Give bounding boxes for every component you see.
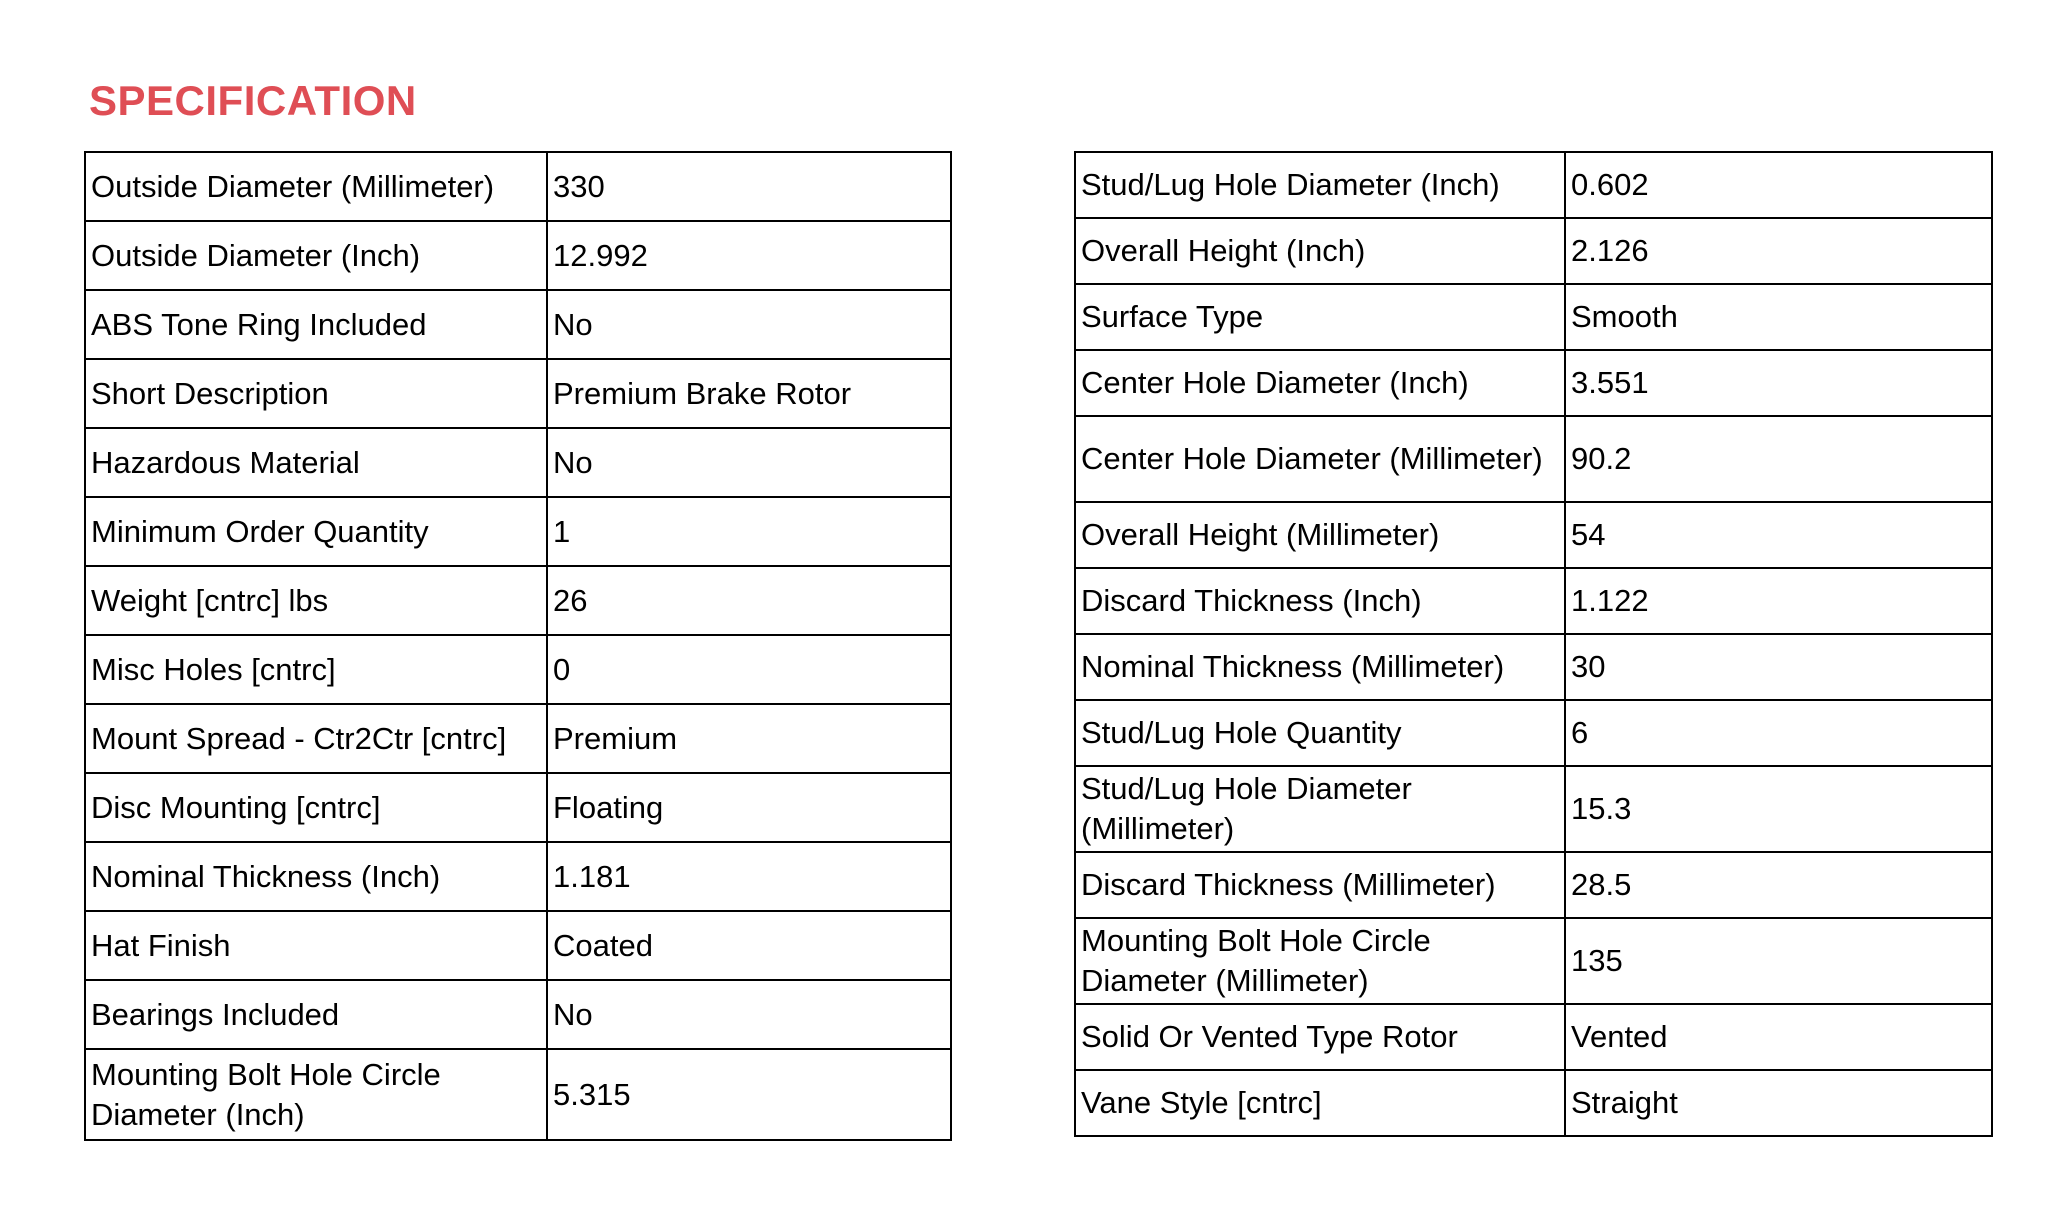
table-row xyxy=(85,428,951,497)
spec-label: Stud/Lug Hole Quantity xyxy=(1075,700,1565,766)
page-title: SPECIFICATION xyxy=(89,77,417,124)
spec-label: Discard Thickness (Millimeter) xyxy=(1075,852,1565,918)
spec-value: Smooth xyxy=(1565,284,1992,350)
spec-value: Straight xyxy=(1565,1070,1992,1136)
spec-value: 90.2 xyxy=(1565,416,1992,502)
spec-value: 5.315 xyxy=(547,1049,951,1140)
table-row xyxy=(85,842,951,911)
table-row xyxy=(1075,284,1992,350)
table-row xyxy=(1075,700,1992,766)
spec-value: 15.3 xyxy=(1565,766,1992,852)
spec-value: 135 xyxy=(1565,918,1992,1004)
table-row xyxy=(85,911,951,980)
spec-table-right-body xyxy=(1075,152,1992,1136)
spec-label: ABS Tone Ring Included xyxy=(85,290,547,359)
table-row xyxy=(85,566,951,635)
table-row xyxy=(85,1049,951,1140)
spec-value: 30 xyxy=(1565,634,1992,700)
table-row xyxy=(85,497,951,566)
spec-table-left-body xyxy=(85,152,951,1140)
table-row xyxy=(1075,502,1992,568)
spec-label: Nominal Thickness (Inch) xyxy=(85,842,547,911)
table-row xyxy=(85,290,951,359)
spec-label: Bearings Included xyxy=(85,980,547,1049)
table-row xyxy=(1075,766,1992,852)
spec-label: Outside Diameter (Millimeter) xyxy=(85,152,547,221)
spec-label: Minimum Order Quantity xyxy=(85,497,547,566)
spec-table-left xyxy=(84,151,952,1141)
spec-label: Nominal Thickness (Millimeter) xyxy=(1075,634,1565,700)
spec-label: Vane Style [cntrc] xyxy=(1075,1070,1565,1136)
spec-label: Mounting Bolt Hole Circle Diameter (Millimeter) xyxy=(1075,918,1565,1004)
table-row xyxy=(85,980,951,1049)
table-row xyxy=(1075,634,1992,700)
spec-value: 3.551 xyxy=(1565,350,1992,416)
table-row xyxy=(1075,350,1992,416)
table-row xyxy=(1075,1070,1992,1136)
table-row xyxy=(1075,1004,1992,1070)
spec-value: Premium xyxy=(547,704,951,773)
spec-value: 0.602 xyxy=(1565,152,1992,218)
spec-label: Overall Height (Inch) xyxy=(1075,218,1565,284)
spec-value: No xyxy=(547,428,951,497)
spec-value: 0 xyxy=(547,635,951,704)
spec-label: Center Hole Diameter (Millimeter) xyxy=(1075,416,1565,502)
spec-label: Outside Diameter (Inch) xyxy=(85,221,547,290)
table-row xyxy=(1075,218,1992,284)
spec-value: 28.5 xyxy=(1565,852,1992,918)
spec-label: Discard Thickness (Inch) xyxy=(1075,568,1565,634)
spec-label: Stud/Lug Hole Diameter (Inch) xyxy=(1075,152,1565,218)
spec-label: Overall Height (Millimeter) xyxy=(1075,502,1565,568)
table-row xyxy=(1075,918,1992,1004)
table-row xyxy=(1075,152,1992,218)
spec-label: Weight [cntrc] lbs xyxy=(85,566,547,635)
spec-value: 26 xyxy=(547,566,951,635)
spec-value: Premium Brake Rotor xyxy=(547,359,951,428)
table-row xyxy=(85,704,951,773)
spec-label: Hazardous Material xyxy=(85,428,547,497)
spec-label: Mounting Bolt Hole Circle Diameter (Inch) xyxy=(85,1049,547,1140)
spec-label: Solid Or Vented Type Rotor xyxy=(1075,1004,1565,1070)
spec-label: Short Description xyxy=(85,359,547,428)
table-row xyxy=(85,359,951,428)
table-row xyxy=(1075,568,1992,634)
spec-label: Stud/Lug Hole Diameter (Millimeter) xyxy=(1075,766,1565,852)
table-row xyxy=(1075,852,1992,918)
table-row xyxy=(1075,416,1992,502)
spec-value: 330 xyxy=(547,152,951,221)
spec-value: 1.122 xyxy=(1565,568,1992,634)
spec-label: Disc Mounting [cntrc] xyxy=(85,773,547,842)
spec-table-right xyxy=(1074,151,1993,1137)
spec-value: Vented xyxy=(1565,1004,1992,1070)
table-row xyxy=(85,152,951,221)
spec-label: Center Hole Diameter (Inch) xyxy=(1075,350,1565,416)
spec-value: 12.992 xyxy=(547,221,951,290)
table-row xyxy=(85,635,951,704)
spec-value: Floating xyxy=(547,773,951,842)
spec-value: 1.181 xyxy=(547,842,951,911)
spec-label: Hat Finish xyxy=(85,911,547,980)
spec-label: Mount Spread - Ctr2Ctr [cntrc] xyxy=(85,704,547,773)
spec-value: 2.126 xyxy=(1565,218,1992,284)
spec-label: Misc Holes [cntrc] xyxy=(85,635,547,704)
spec-value: 1 xyxy=(547,497,951,566)
table-row xyxy=(85,221,951,290)
spec-value: Coated xyxy=(547,911,951,980)
spec-value: 54 xyxy=(1565,502,1992,568)
spec-value: No xyxy=(547,980,951,1049)
spec-value: 6 xyxy=(1565,700,1992,766)
spec-label: Surface Type xyxy=(1075,284,1565,350)
table-row xyxy=(85,773,951,842)
spec-value: No xyxy=(547,290,951,359)
